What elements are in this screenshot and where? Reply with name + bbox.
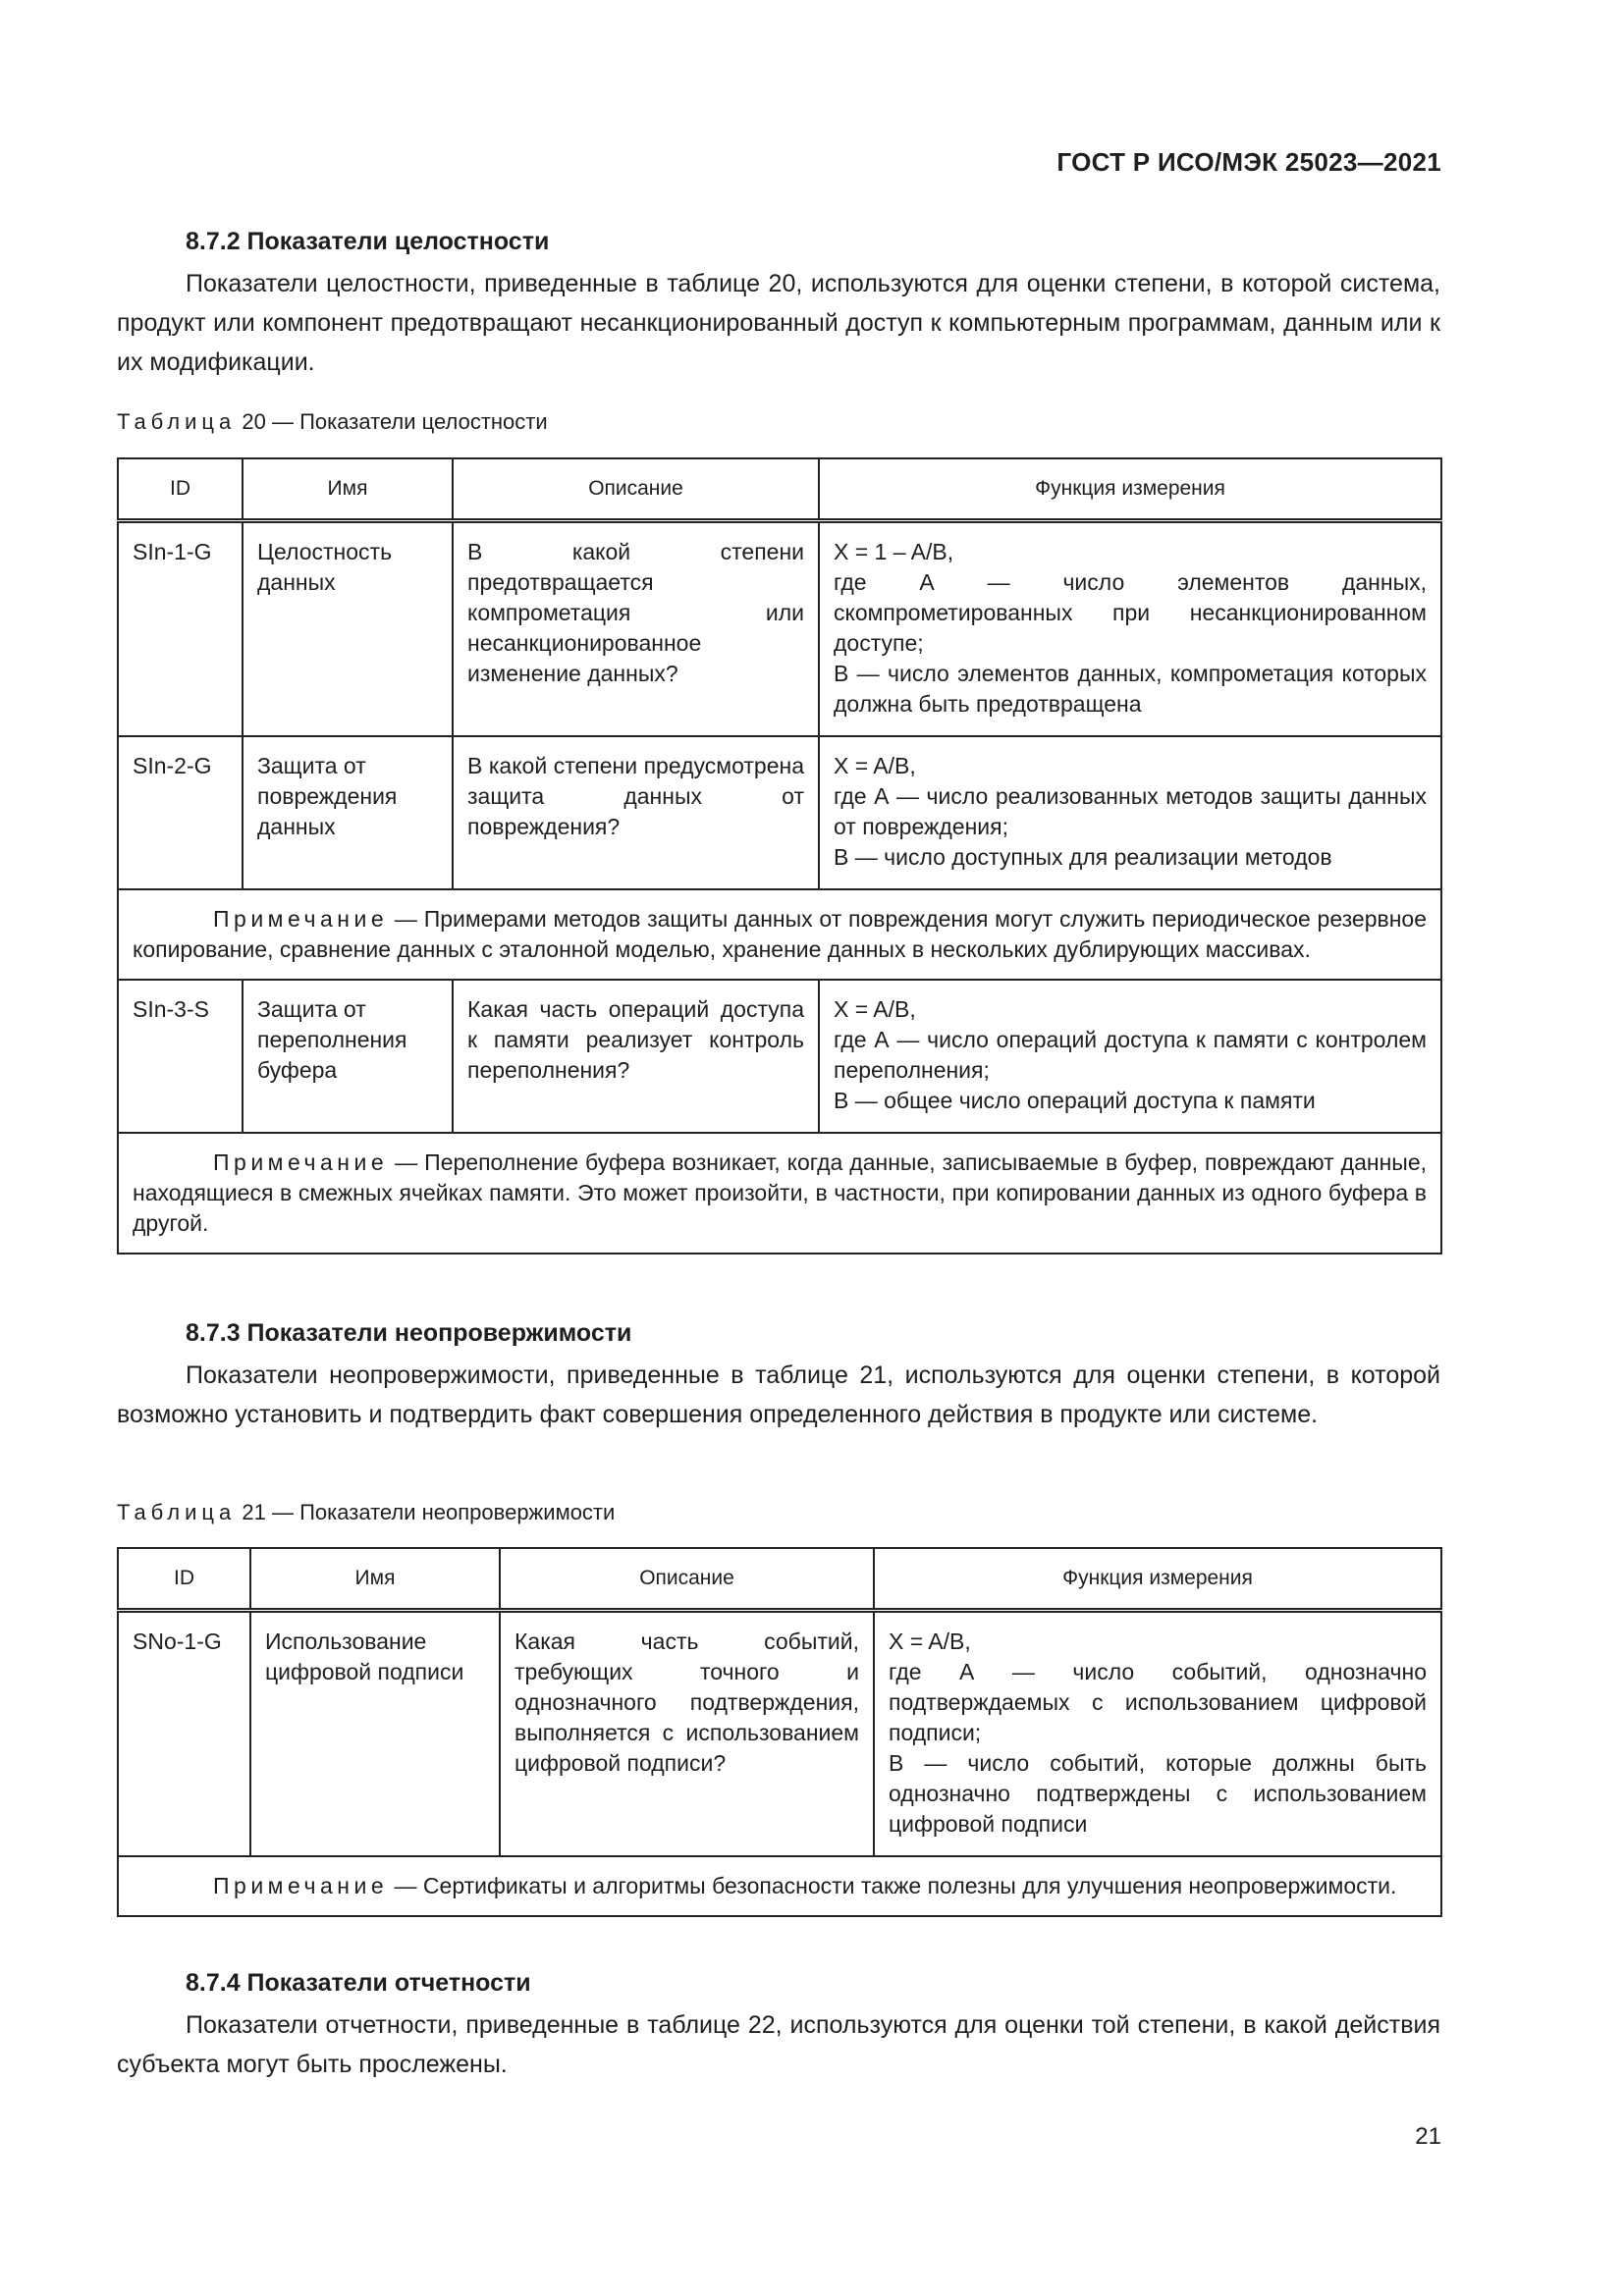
table-row — [118, 980, 1441, 1133]
table-note — [118, 1133, 1441, 1254]
function-line: X = 1 – A/B, — [834, 539, 954, 564]
note-text: — Сертификаты и алгоритмы безопасности также полезны для улучшения неопровержимости. — [394, 1873, 1397, 1898]
function-line: В — общее число операций доступа к памяти — [834, 1088, 1316, 1113]
function-line: где А — число реализованных методов защиты данных от повреждения; — [834, 783, 1427, 839]
function-line: В — число доступных для реализации методов — [834, 844, 1332, 870]
function-line: В — число элементов данных, компрометация которых должна быть предотвращена — [834, 661, 1427, 717]
cell-name: Защита от переполнения буфера — [243, 980, 453, 1133]
cell-description: Какая часть операций доступа к памяти реализует контроль переполнения? — [453, 980, 819, 1133]
table-note-row — [118, 1133, 1441, 1254]
table-row — [118, 521, 1441, 737]
caption-word: Таблица — [117, 1500, 237, 1524]
section-paragraph: Показатели неопровержимости, приведенные в таблице 21, используются для оценки степени, в которой возможно установить и подтвердить факт совершения определенного действия в продукте или системе. — [117, 1362, 1440, 1428]
caption-title: 20 — Показатели целостности — [242, 409, 548, 434]
cell-description: Какая часть событий, требующих точного и однозначного подтверждения, выполняется с использованием цифровой подписи? — [500, 1611, 874, 1857]
function-line: где А — число событий, однозначно подтверждаемых с использованием цифровой подписи; — [889, 1659, 1427, 1745]
note-label: Примечание — [213, 906, 389, 932]
standard-designation: ГОСТ Р ИСО/МЭК 25023—2021 — [1056, 147, 1441, 177]
caption-word: Таблица — [117, 409, 237, 434]
cell-description: В какой степени предотвращается компрометация или несанкционированное изменение данных? — [453, 521, 819, 737]
table-note — [118, 1856, 1441, 1916]
section-heading: 8.7.4 Показатели отчетности — [186, 1969, 531, 1997]
cell-id: SIn-1-G — [118, 521, 243, 737]
header-name: Имя — [243, 458, 453, 521]
table-note — [118, 889, 1441, 980]
cell-function — [819, 980, 1441, 1133]
table-row — [118, 1611, 1441, 1857]
table-note-row — [118, 1856, 1441, 1916]
cell-name: Использование цифровой подписи — [250, 1611, 500, 1857]
section-8-7-2 — [117, 228, 1440, 382]
function-line: В — число событий, которые должны быть однозначно подтверждены с использованием цифровой подписи — [889, 1750, 1427, 1837]
header-function: Функция измерения — [874, 1548, 1441, 1611]
header-function: Функция измерения — [819, 458, 1441, 521]
cell-id: SIn-3-S — [118, 980, 243, 1133]
table-21-caption — [117, 1500, 1440, 1525]
note-text: — Переполнение буфера возникает, когда данные, записываемые в буфер, повреждают данные, находящиеся в смежных ячейках памяти. Это может произойти, в частности, при копировании данных из одного буфера в другой. — [133, 1149, 1428, 1236]
function-line: где А — число элементов данных, скомпрометированных при несанкционированном доступе; — [834, 569, 1427, 656]
table-row — [118, 736, 1441, 889]
table-header-row — [118, 458, 1441, 521]
table-20 — [117, 457, 1442, 1255]
header-description: Описание — [453, 458, 819, 521]
function-line: X = A/B, — [834, 753, 916, 778]
header-name: Имя — [250, 1548, 500, 1611]
section-paragraph: Показатели целостности, приведенные в таблице 20, используются для оценки степени, в которой система, продукт или компонент предотвращают несанкционированный доступ к компьютерным программам, данным или к их модификации. — [117, 270, 1440, 376]
table-header-row — [118, 1548, 1441, 1611]
note-label: Примечание — [213, 1149, 389, 1175]
cell-name: Защита от повреждения данных — [243, 736, 453, 889]
section-8-7-3 — [117, 1319, 1440, 1434]
section-paragraph: Показатели отчетности, приведенные в таблице 22, используются для оценки той степени, в какой действия субъекта могут быть прослежены. — [117, 2011, 1440, 2078]
section-heading: 8.7.2 Показатели целостности — [186, 228, 550, 255]
header-description: Описание — [500, 1548, 874, 1611]
cell-function — [819, 521, 1441, 737]
section-heading: 8.7.3 Показатели неопровержимости — [186, 1319, 632, 1347]
cell-function — [874, 1611, 1441, 1857]
cell-name: Целостность данных — [243, 521, 453, 737]
page-number: 21 — [1415, 2123, 1441, 2150]
caption-title: 21 — Показатели неопровержимости — [242, 1500, 616, 1524]
note-label: Примечание — [213, 1873, 389, 1898]
note-text: — Примерами методов защиты данных от повреждения могут служить периодическое резервное копирование, сравнение данных с эталонной моделью, хранение данных в нескольких дублирующих массивах. — [133, 906, 1428, 962]
header-id: ID — [118, 1548, 250, 1611]
cell-id: SIn-2-G — [118, 736, 243, 889]
cell-id: SNo-1-G — [118, 1611, 250, 1857]
function-line: X = A/B, — [889, 1629, 971, 1654]
cell-function — [819, 736, 1441, 889]
table-note-row — [118, 889, 1441, 980]
cell-description: В какой степени предусмотрена защита данных от повреждения? — [453, 736, 819, 889]
header-id: ID — [118, 458, 243, 521]
table-20-caption — [117, 409, 1440, 435]
function-line: где А — число операций доступа к памяти с контролем переполнения; — [834, 1027, 1427, 1083]
table-21 — [117, 1547, 1442, 1917]
section-8-7-4 — [117, 1969, 1440, 2084]
function-line: X = A/B, — [834, 996, 916, 1022]
